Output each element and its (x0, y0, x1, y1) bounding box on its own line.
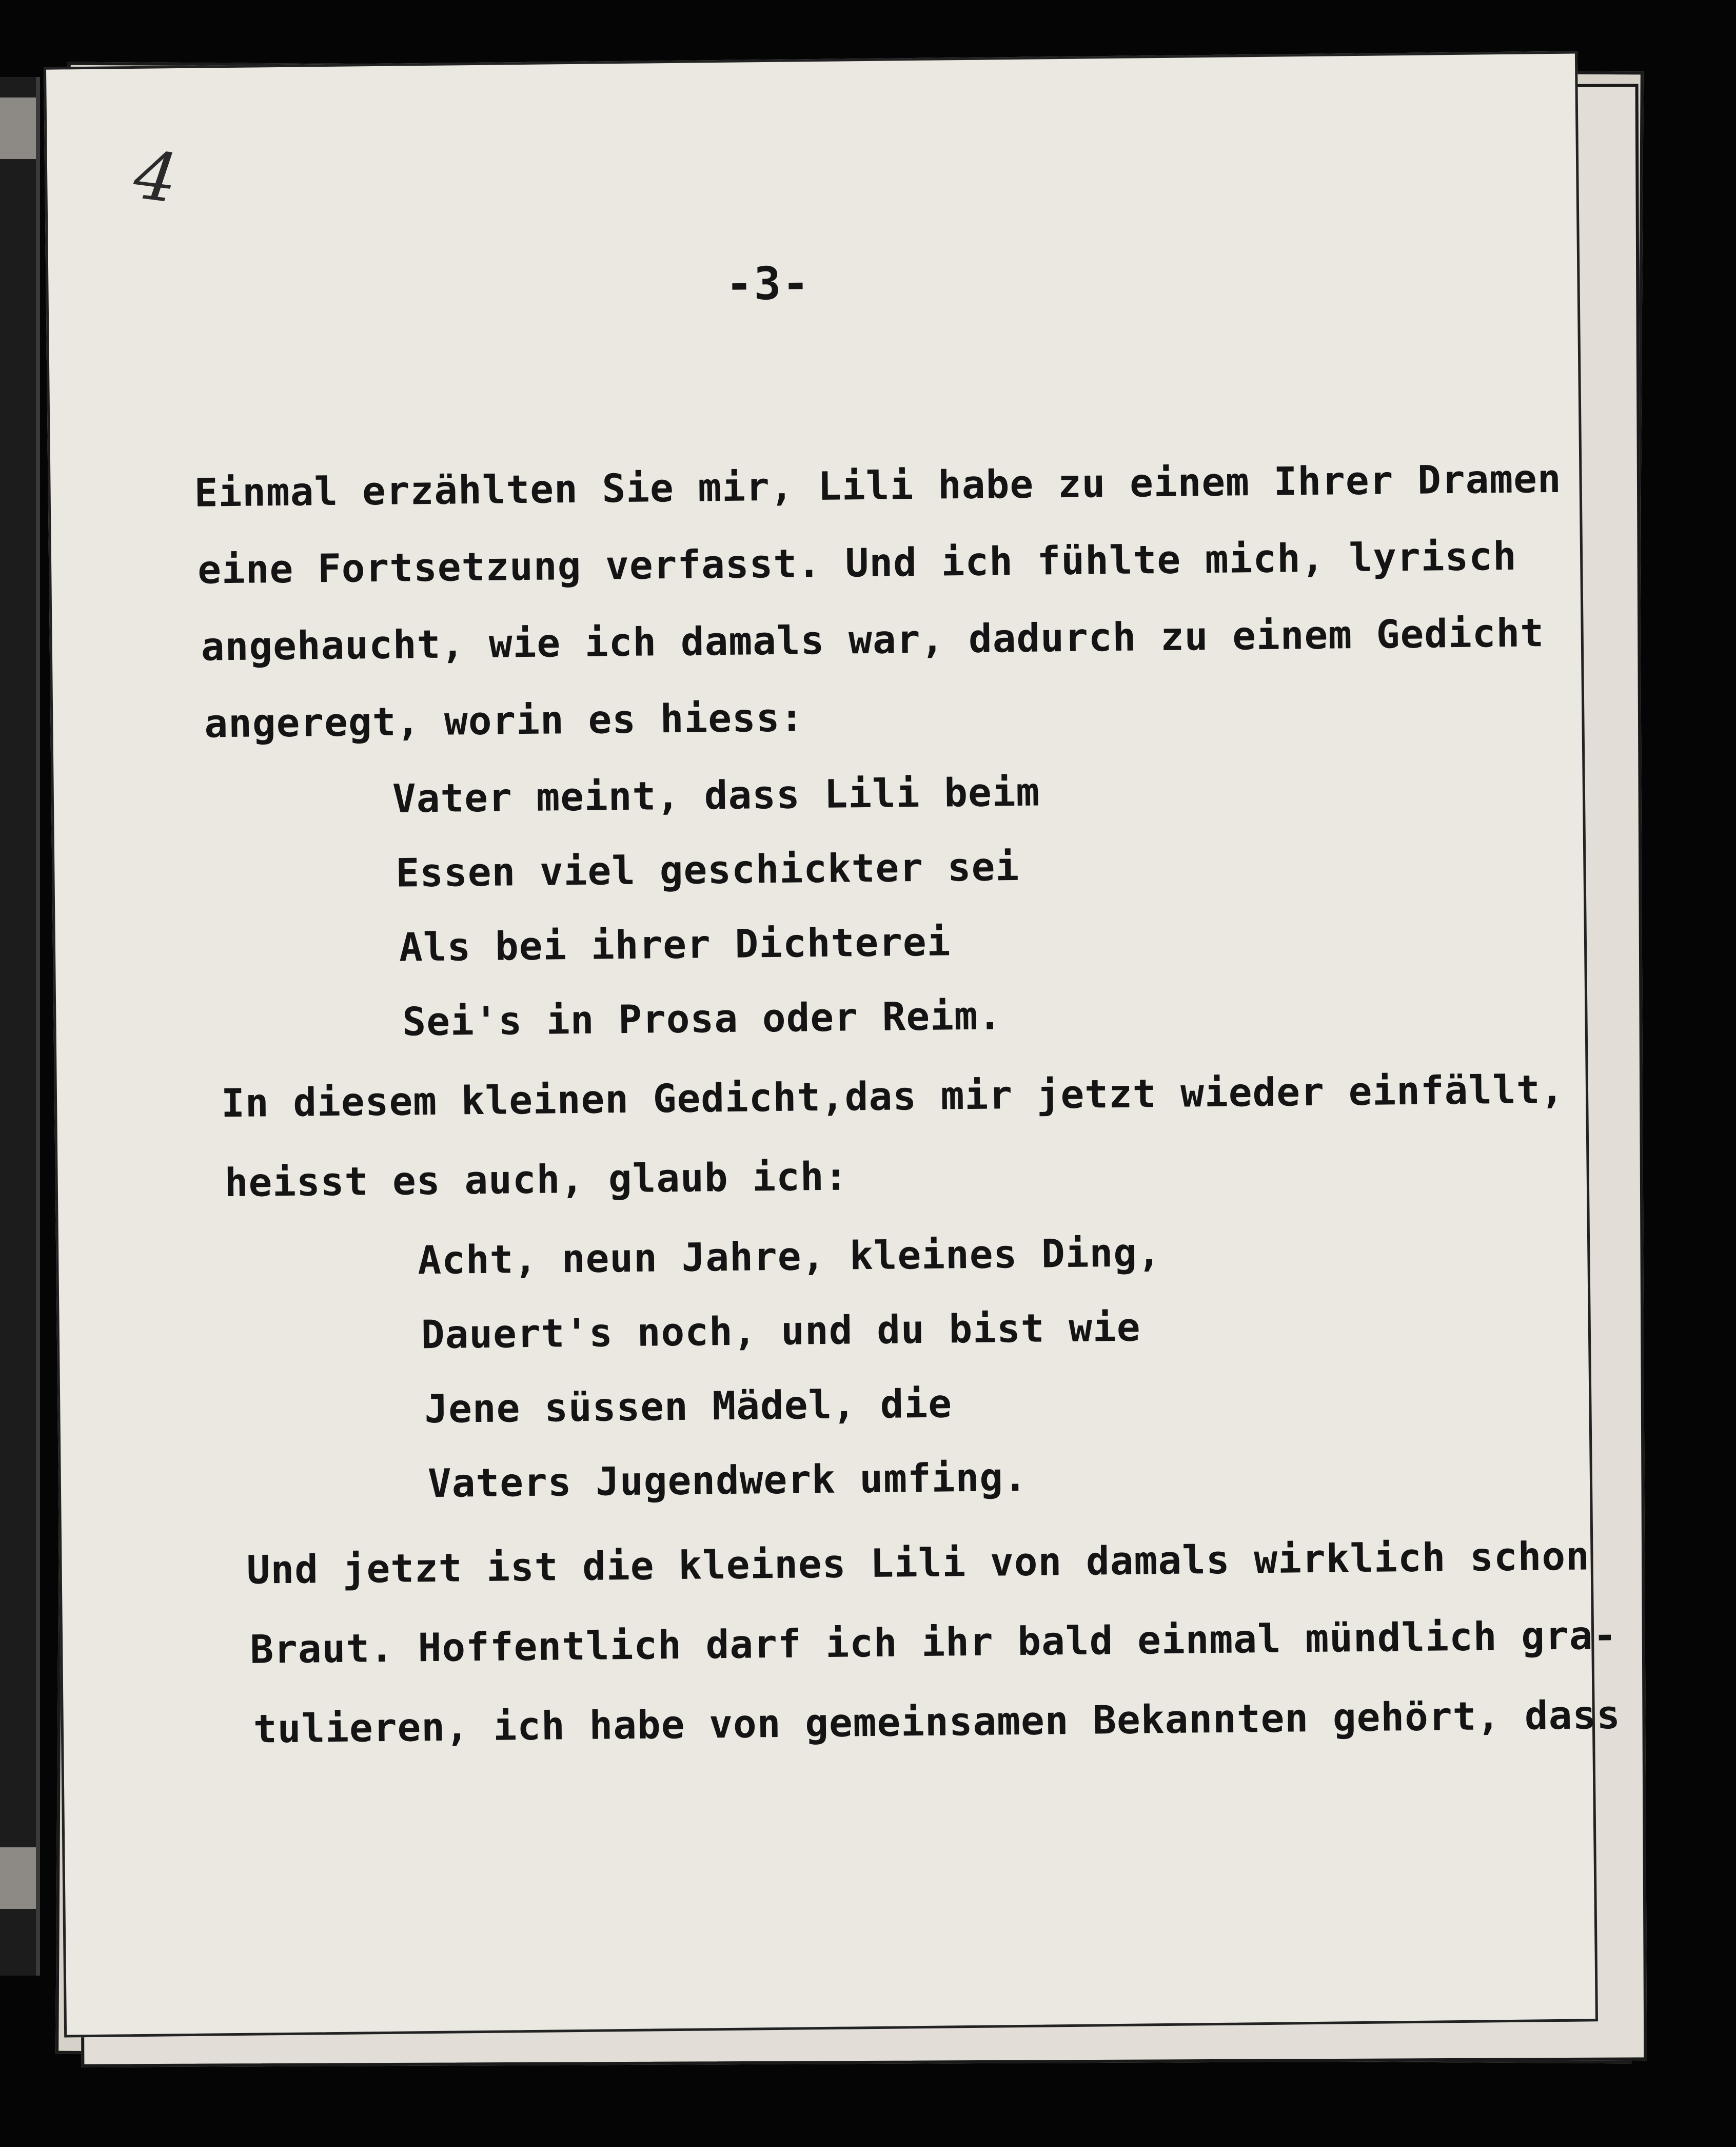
handwritten-mark: 4 (129, 135, 182, 219)
page-number: -3- (725, 257, 811, 310)
paragraph-line: Einmal erzählten Sie mir, Lili habe zu einem Ihrer Dramen (194, 455, 1562, 516)
typewritten-letter-page (44, 51, 1621, 2037)
poem-line: Essen viel geschickter sei (395, 843, 1020, 896)
binding-tab (0, 1847, 36, 1909)
paragraph-line: tulieren, ich habe von gemeinsamen Bekannten gehört, dass (253, 1691, 1621, 1752)
poem-line: Vater meint, dass Lili beim (392, 769, 1040, 822)
binding-tab (0, 97, 36, 159)
poem-line: Als bei ihrer Dichterei (399, 919, 951, 970)
paragraph-line: heisst es auch, glaub ich: (224, 1153, 849, 1206)
poem-line: Vaters Jugendwerk umfing. (427, 1454, 1028, 1507)
poem-line: Acht, neun Jahre, kleines Ding, (417, 1229, 1162, 1283)
paragraph-line: In diesem kleinen Gedicht,das mir jetzt wieder einfällt, (221, 1066, 1565, 1126)
paragraph-line: Braut. Hoffentlich darf ich ihr bald einmal mündlich gra- (249, 1612, 1617, 1672)
poem-line: Jene süssen Mädel, die (424, 1380, 953, 1432)
poem-line: Dauert's noch, und du bist wie (421, 1304, 1141, 1358)
paragraph-line: Und jetzt ist die kleines Lili von damals wirklich schon (246, 1533, 1590, 1593)
left-binding-strip (0, 77, 40, 1976)
paragraph-line: eine Fortsetzung verfasst. Und ich fühlte mich, lyrisch (197, 533, 1517, 593)
poem-line: Sei's in Prosa oder Reim. (402, 992, 1002, 1045)
paragraph-line: angehaucht, wie ich damals war, dadurch zu einem Gedicht (201, 610, 1545, 670)
paragraph-line: angeregt, worin es hiess: (204, 694, 804, 747)
